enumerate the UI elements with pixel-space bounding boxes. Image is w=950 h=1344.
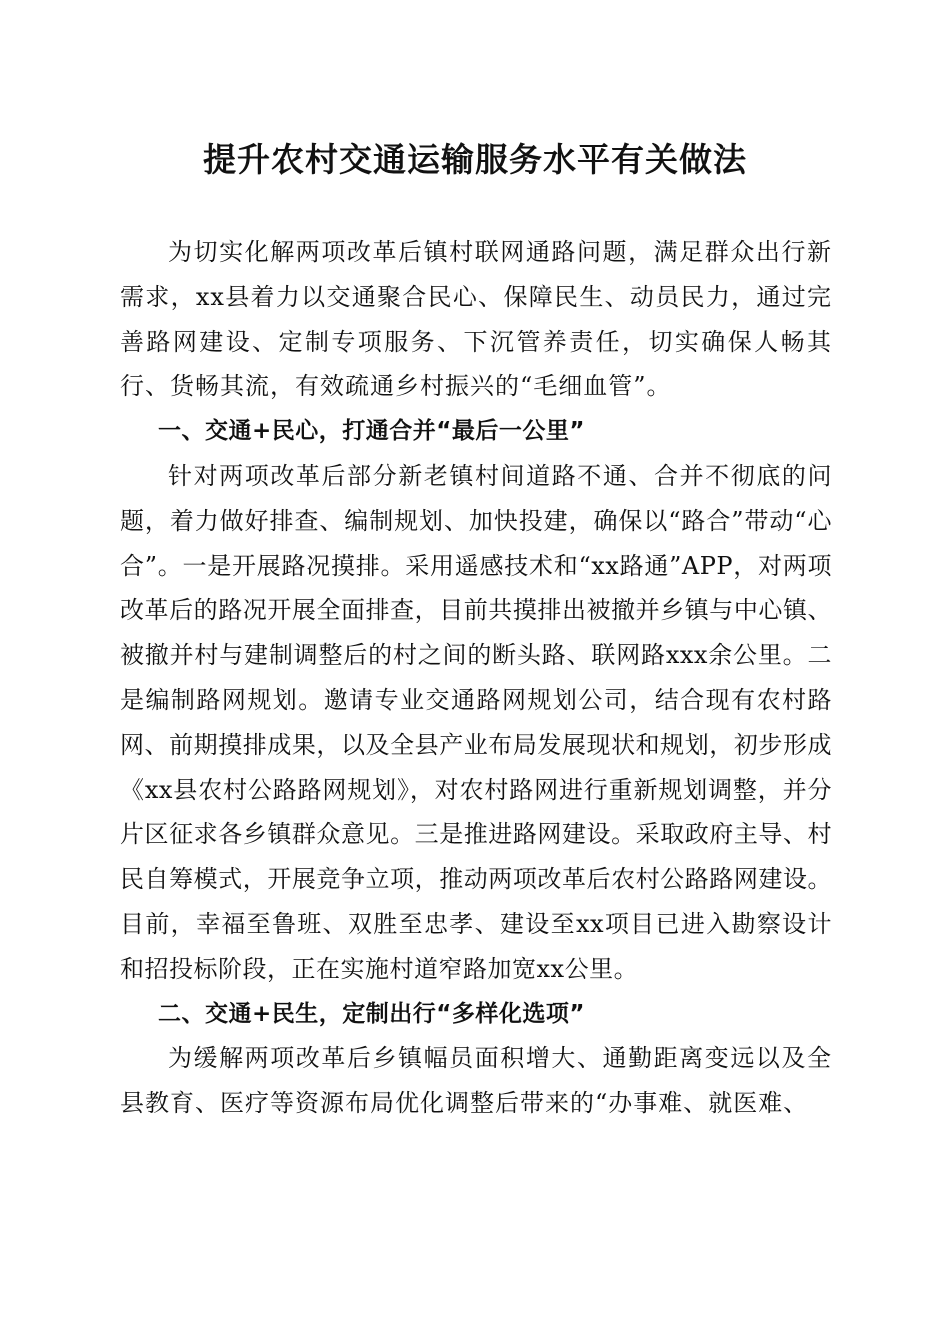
intro-paragraph: 为切实化解两项改革后镇村联网通路问题，满足群众出行新需求，xx县着力以交通聚合民心、保障民生、动员民力，通过完善路网建设、定制专项服务、下沉管养责任，切实确保人畅其行、货畅其流，有效疏通乡村振兴的“毛细血管”。 [120,238,832,401]
section-1-heading: 一、交通+民心，打通合并“最后一公里” [158,418,586,445]
section-2-paragraph: 为缓解两项改革后乡镇幅员面积增大、通勤距离变远以及全县教育、医疗等资源布局优化调整后带来的“办事难、就医难、 [120,1044,832,1118]
section-1-paragraph: 针对两项改革后部分新老镇村间道路不通、合并不彻底的问题，着力做好排查、编制规划、加快投建，确保以“路合”带动“心合”。一是开展路况摸排。采用遥感技术和“xx路通”APP，对两项改革后的路况开展全面排查，目前共摸排出被撤并乡镇与中心镇、被撤并村与建制调整后的村之间的断头路、联网路xxx余公里。二是编制路网规划。邀请专业交通路网规划公司，结合现有农村路网、前期摸排成果，以及全县产业布局发展现状和规划，初步形成《xx县农村公路路网规划》，对农村路网进行重新规划调整，并分片区征求各乡镇群众意见。三是推进路网建设。采取政府主导、村民自筹模式，开展竞争立项，推动两项改革后农村公路路网建设。目前，幸福至鲁班、双胜至忠孝、建设至xx项目已进入勘察设计和招投标阶段，正在实施村道窄路加宽xx公里。 [120,461,832,983]
document-title: 提升农村交通运输服务水平有关做法 [203,140,747,179]
section-2-heading: 二、交通+民生，定制出行“多样化选项” [158,1000,586,1027]
document-body [120,230,832,1126]
